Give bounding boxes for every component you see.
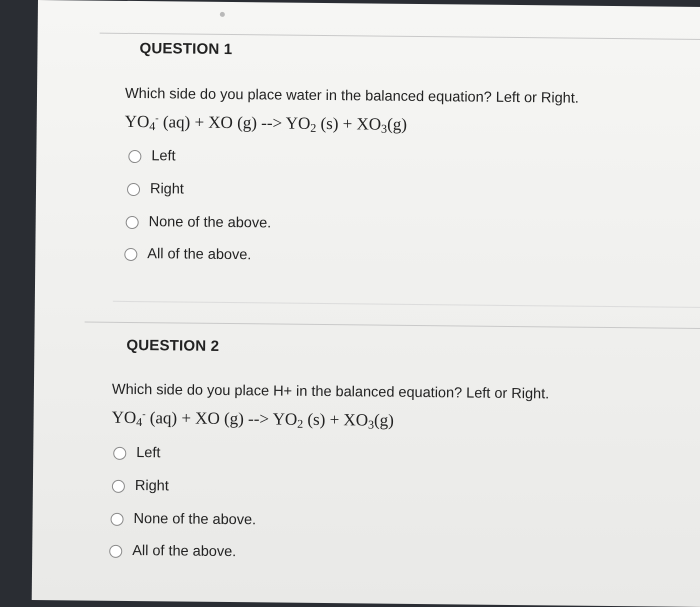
question-2-title: QUESTION 2 [126,336,220,355]
question-2-option-none[interactable]: None of the above. [110,511,256,529]
radio-button[interactable] [112,479,125,492]
radio-button[interactable] [109,544,122,557]
question-1-title: QUESTION 1 [139,40,233,59]
question-1-equation: $YO_4^-$ (aq) + XO (g) --> $YO_2$ $(s) + XO_3(g)$ [124,111,408,136]
question-2-option-right[interactable]: Right [112,478,169,495]
question-2-equation: $YO_4^-$ (aq) + XO (g) --> $YO_2$ $(s) + XO_3(g)$ [111,407,394,432]
radio-button[interactable] [126,215,139,228]
radio-button[interactable] [111,512,124,525]
question-1-option-left[interactable]: Left [128,148,175,164]
radio-button[interactable] [124,247,137,260]
question-1-text: Which side do you place water in the balanced equation? Left or Right. [124,85,579,107]
quiz-page [32,0,700,607]
question-2-option-left[interactable]: Left [113,445,160,461]
question-2-text: Which side do you place H+ in the balanced equation? Left or Right. [111,381,550,403]
question-1-option-right[interactable]: Right [127,181,184,198]
question-2-option-all[interactable]: All of the above. [109,543,236,560]
question-1-option-all[interactable]: All of the above. [124,246,251,263]
divider [85,322,700,330]
radio-button[interactable] [113,446,126,459]
radio-button[interactable] [128,149,141,162]
speck [220,12,225,17]
radio-button[interactable] [127,182,140,195]
question-1-option-none[interactable]: None of the above. [126,214,272,232]
divider [100,33,700,41]
divider [113,301,700,308]
